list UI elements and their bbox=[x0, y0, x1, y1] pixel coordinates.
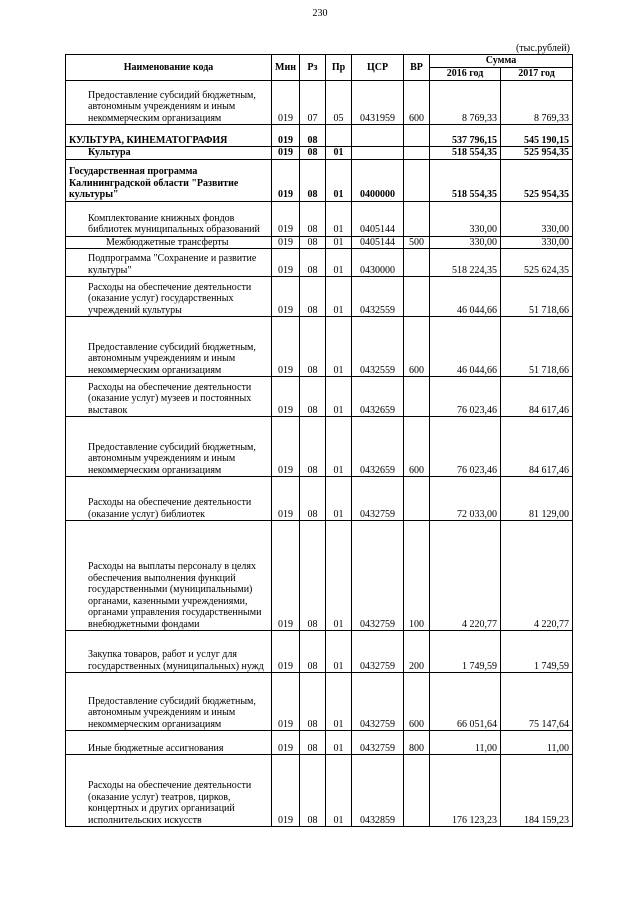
table-row bbox=[66, 673, 573, 731]
cell-2017: 4 220,77 bbox=[501, 521, 573, 631]
cell-pr: 01 bbox=[326, 673, 352, 731]
cell-pr: 01 bbox=[326, 201, 352, 236]
cell-rz: 08 bbox=[300, 201, 326, 236]
cell-min: 019 bbox=[272, 631, 300, 673]
cell-2016: 8 769,33 bbox=[430, 81, 501, 125]
cell-name: Расходы на обеспечение деятельности (оказание услуг) государственных учреждений культуры bbox=[66, 277, 272, 317]
header-min: Мин bbox=[272, 55, 300, 81]
table-row bbox=[66, 731, 573, 755]
cell-2016: 518 554,35 bbox=[430, 147, 501, 160]
cell-2016: 518 554,35 bbox=[430, 159, 501, 201]
cell-rz: 07 bbox=[300, 81, 326, 125]
cell-pr: 05 bbox=[326, 81, 352, 125]
table-row bbox=[66, 159, 573, 201]
cell-2017: 11,00 bbox=[501, 731, 573, 755]
cell-vr: 600 bbox=[404, 417, 430, 477]
cell-rz: 08 bbox=[300, 125, 326, 147]
cell-min: 019 bbox=[272, 755, 300, 827]
cell-pr: 01 bbox=[326, 477, 352, 521]
cell-vr bbox=[404, 277, 430, 317]
cell-pr: 01 bbox=[326, 631, 352, 673]
header-name: Наименование кода bbox=[66, 55, 272, 81]
cell-2017: 75 147,64 bbox=[501, 673, 573, 731]
header-2016: 2016 год bbox=[430, 68, 501, 81]
cell-2017: 51 718,66 bbox=[501, 277, 573, 317]
table-row bbox=[66, 125, 573, 147]
cell-min: 019 bbox=[272, 125, 300, 147]
cell-rz: 08 bbox=[300, 477, 326, 521]
cell-2017: 8 769,33 bbox=[501, 81, 573, 125]
cell-vr: 800 bbox=[404, 731, 430, 755]
cell-vr: 100 bbox=[404, 521, 430, 631]
cell-name: Предоставление субсидий бюджетным, автономным учреждениям и иным некоммерческим организациям bbox=[66, 81, 272, 125]
cell-name: Иные бюджетные ассигнования bbox=[66, 731, 272, 755]
cell-rz: 08 bbox=[300, 631, 326, 673]
cell-min: 019 bbox=[272, 81, 300, 125]
cell-pr: 01 bbox=[326, 277, 352, 317]
cell-name: Предоставление субсидий бюджетным, автономным учреждениям и иным некоммерческим организациям bbox=[66, 317, 272, 377]
cell-min: 019 bbox=[272, 477, 300, 521]
cell-csr: 0432659 bbox=[352, 417, 404, 477]
cell-2016: 4 220,77 bbox=[430, 521, 501, 631]
cell-2017: 545 190,15 bbox=[501, 125, 573, 147]
cell-2016: 72 033,00 bbox=[430, 477, 501, 521]
cell-2016: 11,00 bbox=[430, 731, 501, 755]
cell-min: 019 bbox=[272, 277, 300, 317]
cell-name: Предоставление субсидий бюджетным, автономным учреждениям и иным некоммерческим организациям bbox=[66, 417, 272, 477]
units-label: (тыс.рублей) bbox=[515, 43, 570, 54]
cell-min: 019 bbox=[272, 147, 300, 160]
cell-csr bbox=[352, 125, 404, 147]
cell-name: Подпрограмма "Сохранение и развитие культуры" bbox=[66, 249, 272, 277]
cell-vr bbox=[404, 249, 430, 277]
cell-min: 019 bbox=[272, 731, 300, 755]
cell-2017: 525 954,35 bbox=[501, 159, 573, 201]
cell-csr: 0432759 bbox=[352, 521, 404, 631]
cell-2017: 525 624,35 bbox=[501, 249, 573, 277]
table-body bbox=[66, 81, 573, 827]
cell-rz: 08 bbox=[300, 317, 326, 377]
table-row bbox=[66, 147, 573, 160]
cell-name: Государственная программа Калининградской области "Развитие культуры" bbox=[66, 159, 272, 201]
table-row bbox=[66, 477, 573, 521]
cell-name: Расходы на обеспечение деятельности (оказание услуг) театров, цирков, концертных и других организаций исполнительских искусств bbox=[66, 755, 272, 827]
cell-rz: 08 bbox=[300, 755, 326, 827]
cell-2016: 76 023,46 bbox=[430, 377, 501, 417]
cell-pr bbox=[326, 125, 352, 147]
table-row bbox=[66, 631, 573, 673]
table-row bbox=[66, 417, 573, 477]
cell-2017: 184 159,23 bbox=[501, 755, 573, 827]
cell-vr: 600 bbox=[404, 317, 430, 377]
cell-min: 019 bbox=[272, 159, 300, 201]
cell-pr: 01 bbox=[326, 147, 352, 160]
page-number: 230 bbox=[312, 8, 328, 19]
cell-name: Культура bbox=[66, 147, 272, 160]
cell-2016: 46 044,66 bbox=[430, 277, 501, 317]
cell-name: КУЛЬТУРА, КИНЕМАТОГРАФИЯ bbox=[66, 125, 272, 147]
cell-vr: 600 bbox=[404, 81, 430, 125]
cell-csr: 0432759 bbox=[352, 731, 404, 755]
cell-2017: 330,00 bbox=[501, 201, 573, 236]
cell-2017: 51 718,66 bbox=[501, 317, 573, 377]
cell-csr: 0430000 bbox=[352, 249, 404, 277]
table-row bbox=[66, 81, 573, 125]
cell-name: Межбюджетные трансферты bbox=[66, 236, 272, 249]
cell-min: 019 bbox=[272, 236, 300, 249]
cell-csr: 0432759 bbox=[352, 631, 404, 673]
cell-rz: 08 bbox=[300, 673, 326, 731]
table-row bbox=[66, 277, 573, 317]
cell-2016: 537 796,15 bbox=[430, 125, 501, 147]
table-row bbox=[66, 317, 573, 377]
cell-vr bbox=[404, 147, 430, 160]
cell-vr bbox=[404, 755, 430, 827]
header-vr: ВР bbox=[404, 55, 430, 81]
cell-min: 019 bbox=[272, 673, 300, 731]
cell-2017: 525 954,35 bbox=[501, 147, 573, 160]
cell-2016: 1 749,59 bbox=[430, 631, 501, 673]
cell-pr: 01 bbox=[326, 236, 352, 249]
header-sum: Сумма bbox=[430, 55, 573, 68]
table-row bbox=[66, 755, 573, 827]
cell-csr: 0432759 bbox=[352, 477, 404, 521]
cell-min: 019 bbox=[272, 417, 300, 477]
cell-vr: 600 bbox=[404, 673, 430, 731]
cell-csr: 0405144 bbox=[352, 201, 404, 236]
cell-2017: 1 749,59 bbox=[501, 631, 573, 673]
cell-vr bbox=[404, 477, 430, 521]
cell-csr: 0432859 bbox=[352, 755, 404, 827]
cell-name: Предоставление субсидий бюджетным, автономным учреждениям и иным некоммерческим организациям bbox=[66, 673, 272, 731]
cell-csr: 0432759 bbox=[352, 673, 404, 731]
cell-name: Расходы на обеспечение деятельности (оказание услуг) библиотек bbox=[66, 477, 272, 521]
cell-name: Комплектование книжных фондов библиотек муниципальных образований bbox=[66, 201, 272, 236]
table-row bbox=[66, 201, 573, 236]
cell-pr: 01 bbox=[326, 317, 352, 377]
cell-rz: 08 bbox=[300, 159, 326, 201]
cell-name: Расходы на обеспечение деятельности (оказание услуг) музеев и постоянных выставок bbox=[66, 377, 272, 417]
header-rz: Рз bbox=[300, 55, 326, 81]
cell-csr: 0432659 bbox=[352, 377, 404, 417]
cell-csr: 0431959 bbox=[352, 81, 404, 125]
cell-min: 019 bbox=[272, 249, 300, 277]
cell-rz: 08 bbox=[300, 236, 326, 249]
cell-pr: 01 bbox=[326, 755, 352, 827]
cell-pr: 01 bbox=[326, 159, 352, 201]
header-2017: 2017 год bbox=[501, 68, 573, 81]
table-row bbox=[66, 377, 573, 417]
cell-rz: 08 bbox=[300, 377, 326, 417]
cell-vr bbox=[404, 377, 430, 417]
cell-2017: 84 617,46 bbox=[501, 417, 573, 477]
cell-csr bbox=[352, 147, 404, 160]
cell-pr: 01 bbox=[326, 249, 352, 277]
cell-vr: 500 bbox=[404, 236, 430, 249]
cell-name: Закупка товаров, работ и услуг для государственных (муниципальных) нужд bbox=[66, 631, 272, 673]
cell-min: 019 bbox=[272, 317, 300, 377]
cell-pr: 01 bbox=[326, 417, 352, 477]
cell-2017: 330,00 bbox=[501, 236, 573, 249]
cell-csr: 0432559 bbox=[352, 317, 404, 377]
cell-rz: 08 bbox=[300, 521, 326, 631]
cell-2016: 518 224,35 bbox=[430, 249, 501, 277]
cell-csr: 0405144 bbox=[352, 236, 404, 249]
cell-2017: 84 617,46 bbox=[501, 377, 573, 417]
cell-vr bbox=[404, 201, 430, 236]
cell-2017: 81 129,00 bbox=[501, 477, 573, 521]
cell-pr: 01 bbox=[326, 521, 352, 631]
header-pr: Пр bbox=[326, 55, 352, 81]
table-row bbox=[66, 249, 573, 277]
cell-rz: 08 bbox=[300, 731, 326, 755]
cell-2016: 330,00 bbox=[430, 201, 501, 236]
cell-rz: 08 bbox=[300, 249, 326, 277]
cell-2016: 66 051,64 bbox=[430, 673, 501, 731]
cell-vr bbox=[404, 159, 430, 201]
budget-table bbox=[65, 54, 573, 827]
table-row bbox=[66, 521, 573, 631]
cell-2016: 330,00 bbox=[430, 236, 501, 249]
cell-2016: 176 123,23 bbox=[430, 755, 501, 827]
cell-pr: 01 bbox=[326, 377, 352, 417]
cell-min: 019 bbox=[272, 377, 300, 417]
cell-rz: 08 bbox=[300, 417, 326, 477]
cell-vr bbox=[404, 125, 430, 147]
table-row bbox=[66, 236, 573, 249]
cell-rz: 08 bbox=[300, 147, 326, 160]
cell-2016: 76 023,46 bbox=[430, 417, 501, 477]
cell-pr: 01 bbox=[326, 731, 352, 755]
cell-csr: 0400000 bbox=[352, 159, 404, 201]
cell-name: Расходы на выплаты персоналу в целях обеспечения выполнения функций государственными (муниципальными) органами, казенными учреждениями, органами управления государственными внебюджетными фондами bbox=[66, 521, 272, 631]
cell-csr: 0432559 bbox=[352, 277, 404, 317]
cell-vr: 200 bbox=[404, 631, 430, 673]
cell-rz: 08 bbox=[300, 277, 326, 317]
cell-min: 019 bbox=[272, 521, 300, 631]
cell-min: 019 bbox=[272, 201, 300, 236]
cell-2016: 46 044,66 bbox=[430, 317, 501, 377]
header-csr: ЦСР bbox=[352, 55, 404, 81]
